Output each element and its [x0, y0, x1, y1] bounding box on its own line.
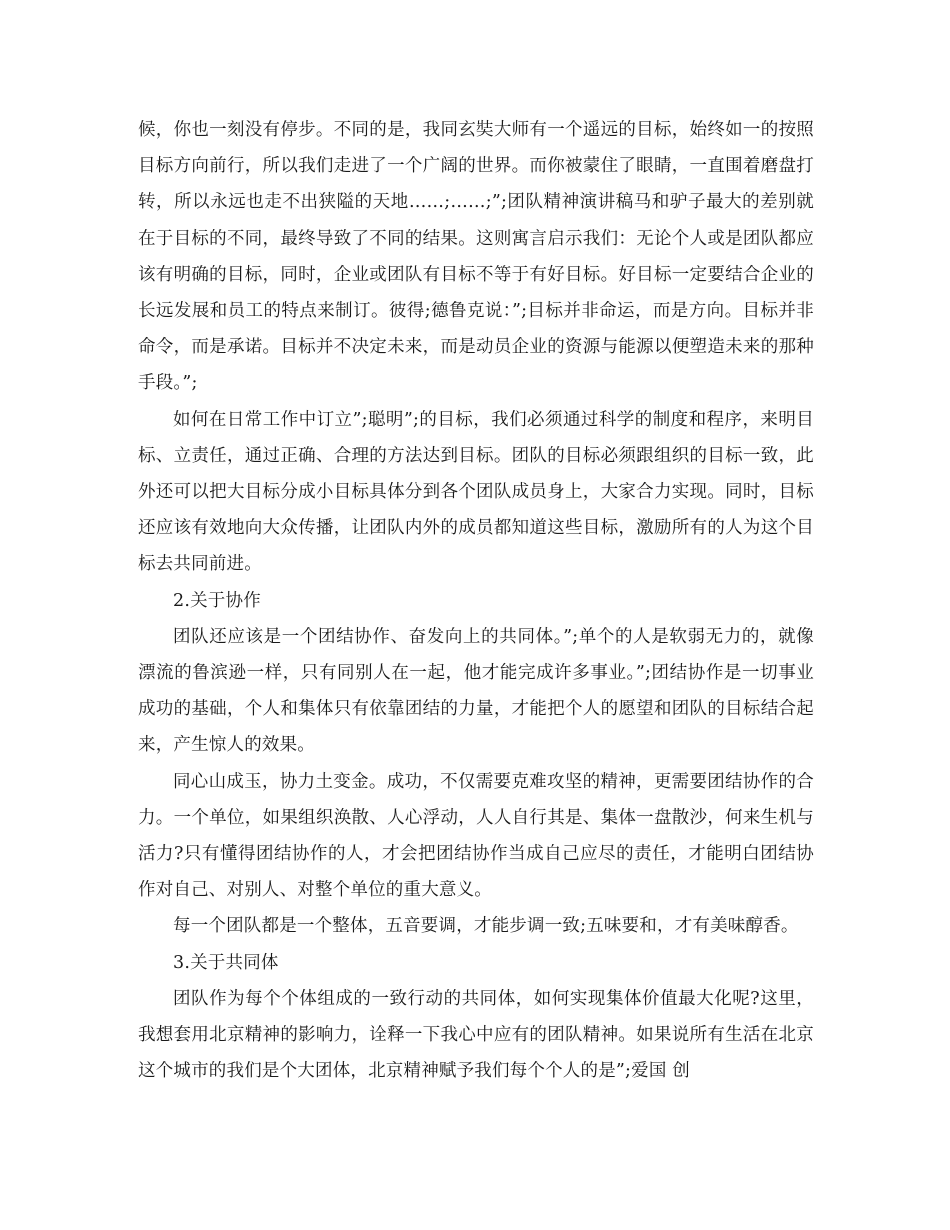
- paragraph-smart-goals: 如何在日常工作中订立”;聪明”;的目标，我们必须通过科学的制度和程序，来明目标、立责任，通过正确、合理的方法达到目标。团队的目标必须跟组织的目标一致，此外还可以把大目标分成小目标具体分到各个团队成员身上，大家合力实现。同时，目标还应该有效地向大众传播，让团队内外的成员都知道这些目标，激励所有的人为这个目标去共同前进。: [138, 409, 814, 575]
- paragraph-teamwork-community: 团队还应该是一个团结协作、奋发向上的共同体。”;单个的人是软弱无力的，就像漂流的鲁滨逊一样，只有同别人在一起，他才能完成许多事业。”;团结协作是一切事业成功的基础，个人和集体只有依靠团结的力量，才能把个人的愿望和团队的目标结合起来，产生惊人的效果。: [138, 626, 814, 756]
- paragraph-beijing-spirit: 团队作为每个个体组成的一致行动的共同体，如何实现集体价值最大化呢?这里，我想套用北京精神的影响力，诠释一下我心中应有的团队精神。如果说所有生活在北京这个城市的我们是个大团体，北京精神赋予我们每个个人的是”;爱国 创: [138, 988, 814, 1082]
- section-heading-community: 3.关于共同体: [173, 952, 279, 973]
- paragraph-united-effort: 同心山成玉，协力土变金。成功，不仅需要克难攻坚的精神，更需要团结协作的合力。一个单位，如果组织涣散、人心浮动，人人自行其是、集体一盘散沙，何来生机与活力?只有懂得团结协作的人，才会把团结协作当成自己应尽的责任，才能明白团结协作对自己、对别人、对整个单位的重大意义。: [138, 771, 814, 901]
- section-heading-collaboration: 2.关于协作: [173, 590, 261, 611]
- document-body: [138, 112, 814, 1089]
- paragraph-harmony: 每一个团队都是一个整体，五音要调，才能步调一致;五味要和，才有美味醇香。: [173, 916, 799, 937]
- paragraph-continuation: 候，你也一刻没有停步。不同的是，我同玄奘大师有一个遥远的目标，始终如一的按照目标方向前行，所以我们走进了一个广阔的世界。而你被蒙住了眼睛，一直围着磨盘打转，所以永远也走不出狭隘的天地……;……;”;团队精神演讲稿马和驴子最大的差别就在于目标的不同，最终导致了不同的结果。这则寓言启示我们：无论个人或是团队都应该有明确的目标，同时，企业或团队有目标不等于有好目标。好目标一定要结合企业的长远发展和员工的特点来制订。彼得;德鲁克说：”;目标并非命运，而是方向。目标并非命令，而是承诺。目标并不决定未来，而是动员企业的资源与能源以便塑造未来的那种手段。”;: [138, 120, 814, 394]
